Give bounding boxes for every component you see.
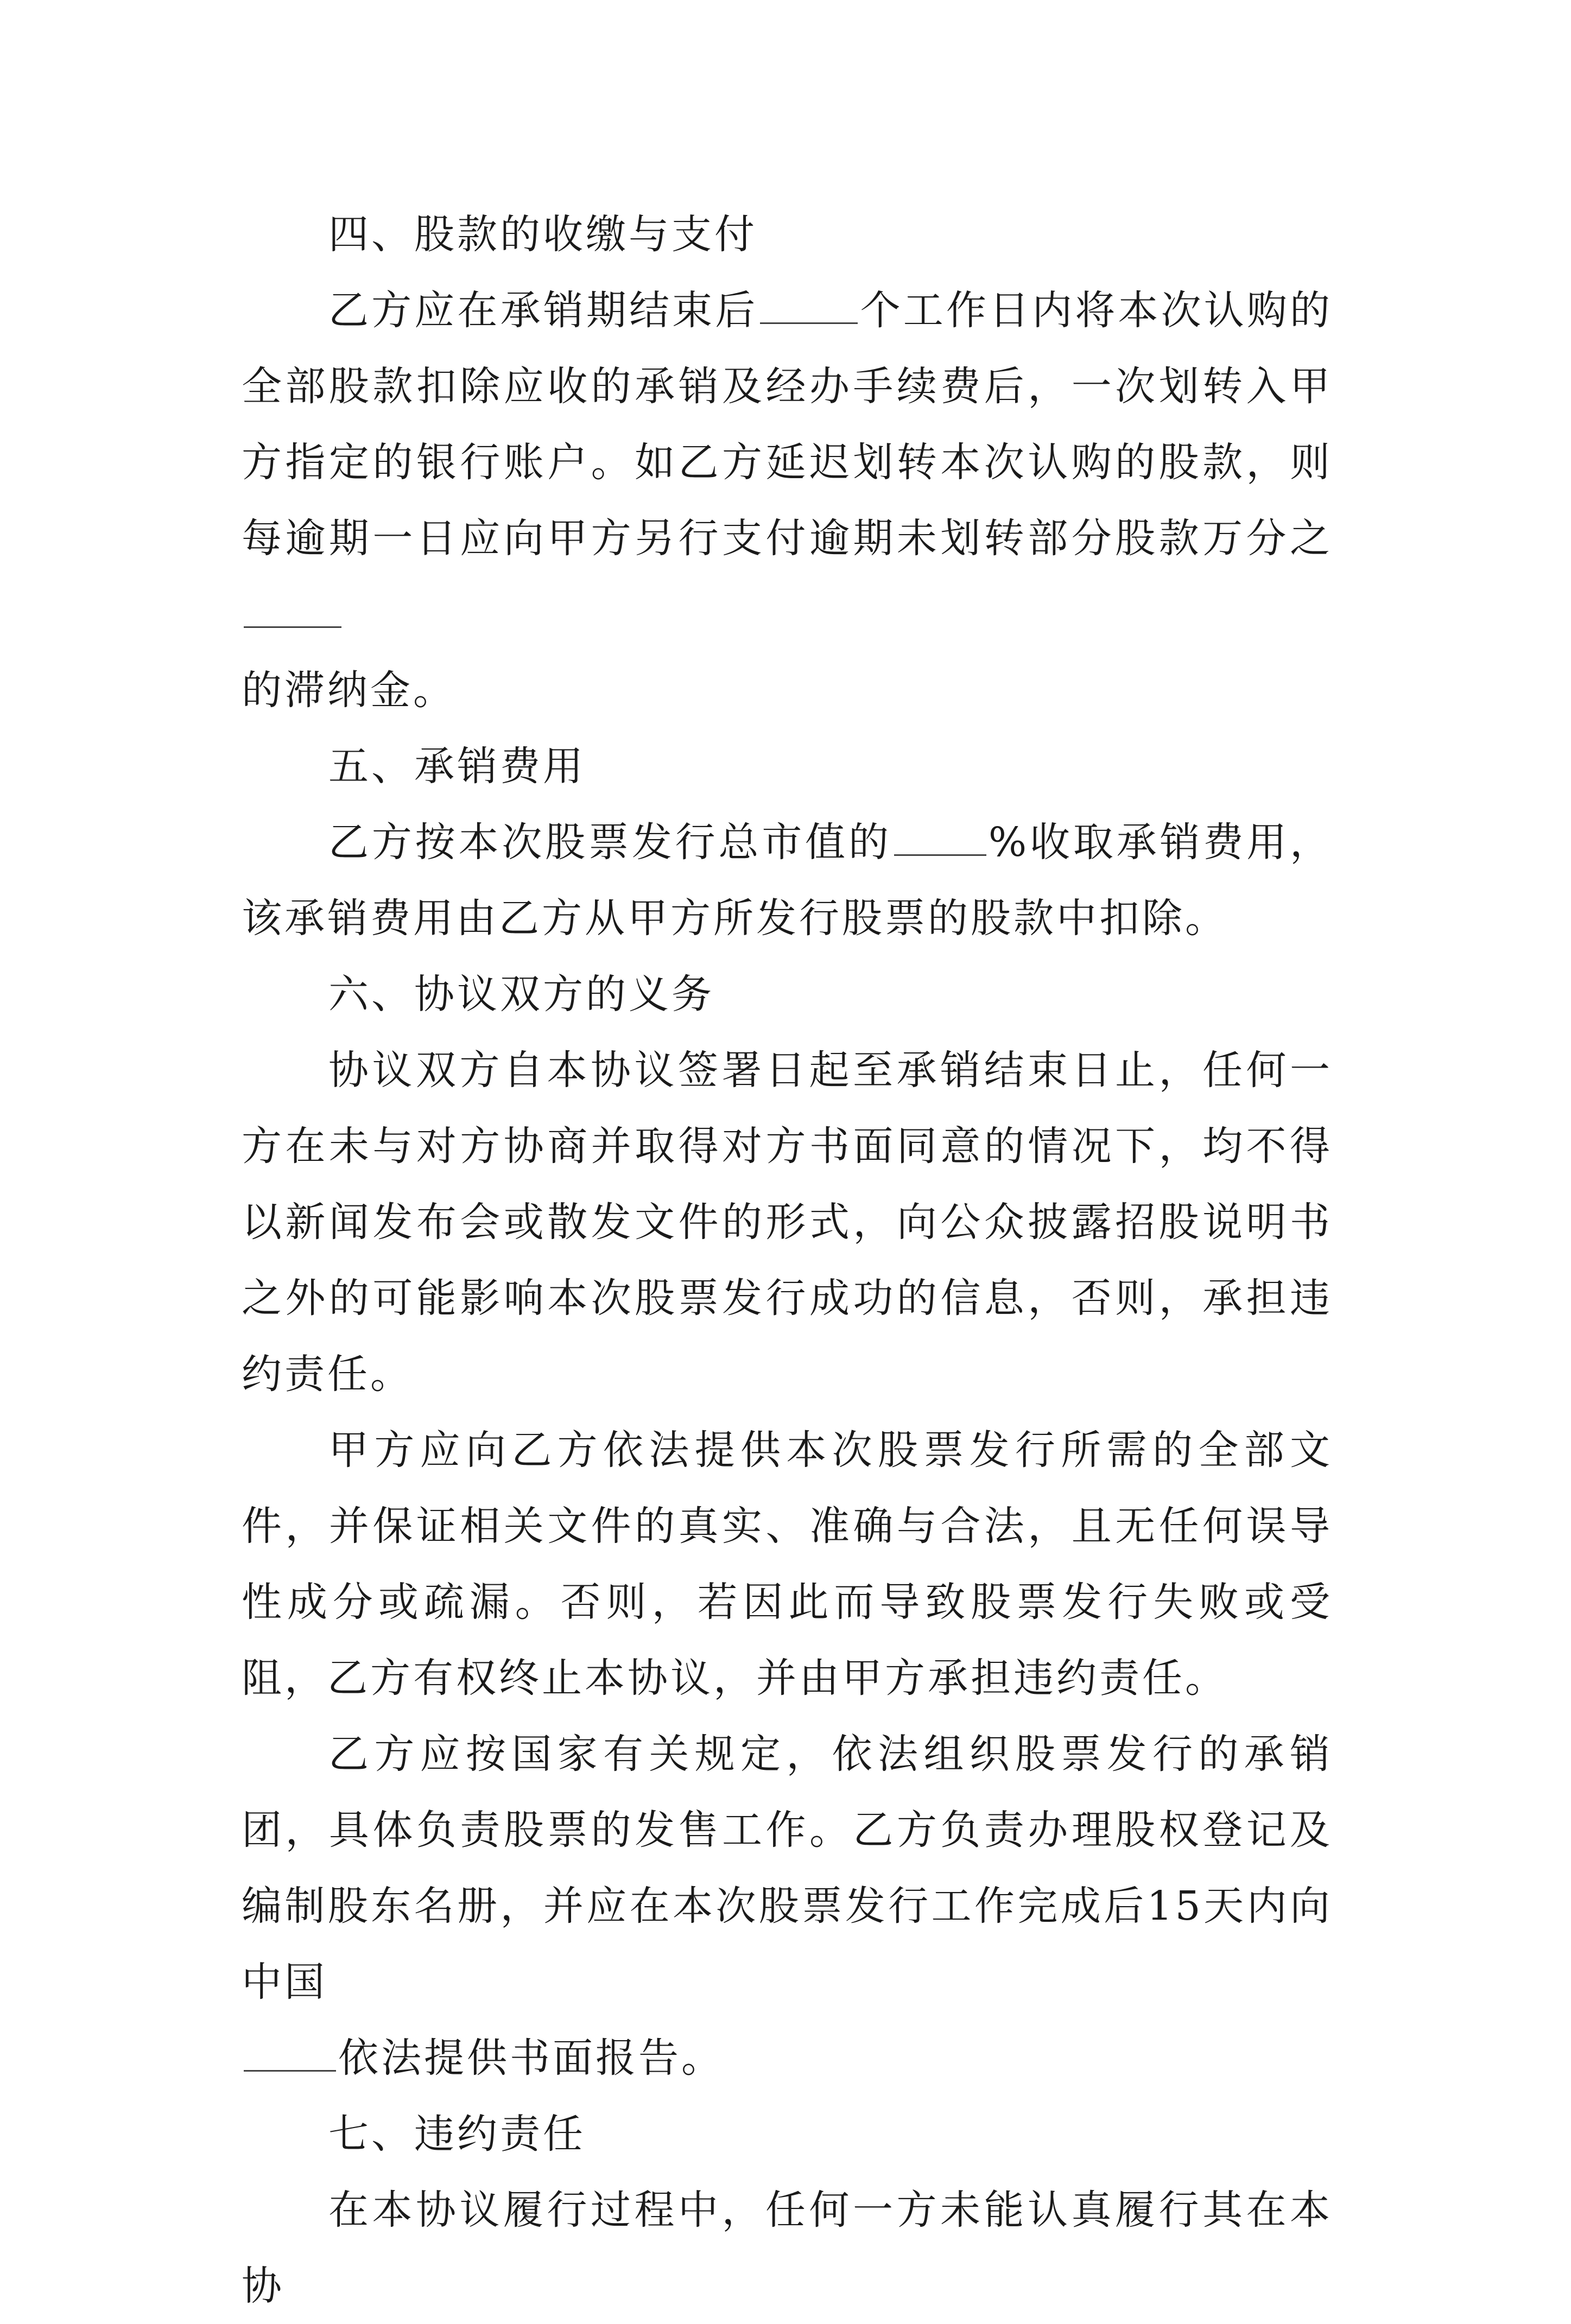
paragraph-liability: 在本协议履行过程中，任何一方未能认真履行其在本协 <box>242 2187 1333 2309</box>
paragraph-fees <box>242 804 1333 956</box>
text-segment: 乙方应按国家有关规定，依法组织股票发行的承销团，具体负责股票的发售工作。乙方负责办理股权登记及编制股东名册，并应在本次股票发行工作完成后15天内向中国 <box>242 1731 1333 2005</box>
paragraph-obligations-3 <box>242 1716 1333 2096</box>
paragraph-obligations-1: 协议双方自本协议签署日起至承销结束日止，任何一方在未与对方协商并取得对方书面同意的情况下，均不得以新闻发布会或散发文件的形式，向公众披露招股说明书之外的可能影响本次股票发行成功的信息，否则，承担违约责任。 <box>242 1047 1333 1398</box>
text-segment: 的滞纳金。 <box>242 667 456 714</box>
section-heading-liability: 七、违约责任 <box>328 2111 586 2157</box>
fill-blank-fee-percent[interactable] <box>894 822 986 856</box>
section-heading-payment: 四、股款的收缴与支付 <box>328 211 757 258</box>
fill-blank-authority[interactable] <box>244 2037 336 2072</box>
text-segment: 个工作日内将本次认购的全部股款扣除应收的承销及经办手续费后，一次划转入甲方指定的银行账户。如乙方延迟划转本次认购的股款，则每逾期一日应向甲方另行支付逾期未划转部分股款万分之 <box>242 287 1333 562</box>
document-body <box>242 196 1333 2324</box>
text-segment: 乙方应在承销期结束后 <box>328 287 758 334</box>
text-segment: 依法提供书面报告。 <box>338 2035 724 2081</box>
paragraph-obligations-2: 甲方应向乙方依法提供本次股票发行所需的全部文件，并保证相关文件的真实、准确与合法，且无任何误导性成分或疏漏。否则，若因此而导致股票发行失败或受阻，乙方有权终止本协议，并由甲方承担违约责任。 <box>242 1427 1333 1701</box>
section-heading-obligations: 六、协议双方的义务 <box>328 971 714 1018</box>
fill-blank-late-fee-rate[interactable] <box>244 594 341 628</box>
text-segment: %收取承销费用，该承销费用由乙方从甲方所发行股票的股款中扣除。 <box>242 819 1333 942</box>
fill-blank-workdays[interactable] <box>760 290 858 324</box>
section-heading-fees: 五、承销费用 <box>328 743 586 790</box>
text-segment: 乙方按本次股票发行总市值的 <box>328 819 892 866</box>
paragraph-payment <box>242 272 1333 728</box>
